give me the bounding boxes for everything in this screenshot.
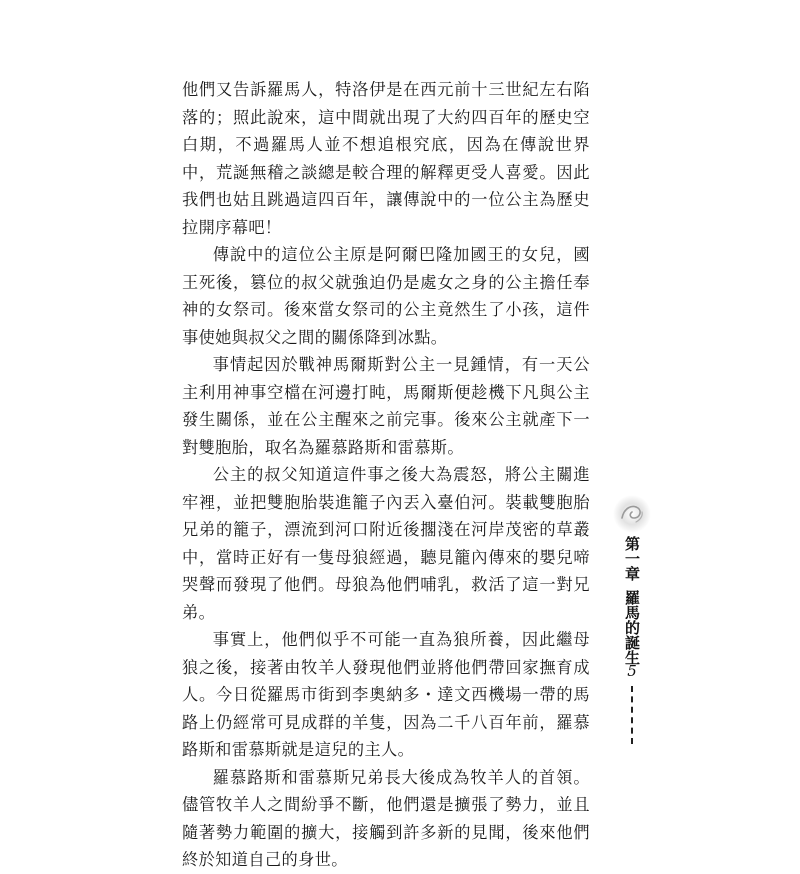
paragraph-4: 公主的叔父知道這件事之後大為震怒，將公主關進牢裡，並把雙胞胎裝進籠子內丟入臺伯河。裝載雙胞胎兄弟的籠子，漂流到河口附近後擱淺在河岸茂密的草叢中，當時正好有一隻母狼經過，聽見籠內傳來的嬰兒啼哭聲而發現了他們。母狼為他們哺乳，救活了這一對兄弟。 bbox=[182, 465, 590, 622]
chapter-label: 第一章 bbox=[623, 536, 641, 581]
chapter-title: 羅馬的誕生 bbox=[623, 590, 641, 665]
dashed-divider bbox=[631, 686, 633, 744]
chapter-side-tab bbox=[612, 494, 652, 744]
paragraph-2: 傳說中的這位公主原是阿爾巴隆加國王的女兒，國王死後，篡位的叔父就強迫仍是處女之身的公主擔任奉神的女祭司。後來當女祭司的公主竟然生了小孩，這件事使她與叔父之間的關係降到冰點。 bbox=[182, 245, 590, 347]
paragraph-6: 羅慕路斯和雷慕斯兄弟長大後成為牧羊人的首領。儘管牧羊人之間紛爭不斷，他們還是擴張了勢力，並且隨著勢力範圍的擴大，接觸到許多新的見聞，後來他們終於知道自己的身世。 bbox=[182, 767, 590, 869]
paragraph-5: 事實上，他們似乎不可能一直為狼所養，因此繼母狼之後，接著由牧羊人發現他們並將他們帶回家撫育成人。今日從羅馬市街到李奧納多・達文西機場一帶的馬路上仍經常可見成群的羊隻，因為二千八百年前，羅慕路斯和雷慕斯就是這兒的主人。 bbox=[182, 630, 590, 759]
paragraph-1: 他們又告訴羅馬人，特洛伊是在西元前十三世紀左右陷落的；照此說來，這中間就出現了大約四百年的歷史空白期，不過羅馬人並不想追根究底，因為在傳說世界中，荒誕無稽之談總是較合理的解釋更受人喜愛。因此我們也姑且跳過這四百年，讓傳說中的一位公主為歷史拉開序幕吧！ bbox=[182, 80, 590, 237]
paragraph-3: 事情起因於戰神馬爾斯對公主一見鍾情，有一天公主利用神事空檔在河邊打盹，馬爾斯便趁機下凡與公主發生關係，並在公主醒來之前完事。後來公主就產下一對雙胞胎，取名為羅慕路斯和雷慕斯。 bbox=[182, 355, 590, 457]
page-number: 5 bbox=[627, 662, 637, 680]
swirl-ornament-icon bbox=[612, 494, 652, 534]
body-text bbox=[182, 76, 590, 874]
